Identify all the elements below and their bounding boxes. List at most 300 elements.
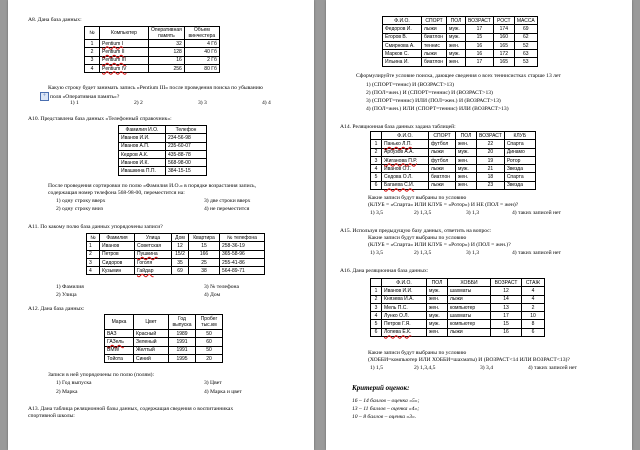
table-header-row bbox=[87, 234, 265, 242]
table-header-cell: Компьютер bbox=[100, 27, 149, 40]
table-cell: 4 bbox=[371, 312, 382, 320]
table-cell: Марков С. bbox=[383, 50, 422, 58]
table-row bbox=[85, 64, 220, 72]
table-cell: 10 bbox=[522, 312, 545, 320]
table-cell: 4 bbox=[85, 64, 100, 72]
table-cell: Ильина И. bbox=[383, 58, 422, 66]
table-cell: 1 bbox=[85, 40, 100, 48]
table-a16 bbox=[370, 278, 545, 337]
option[interactable]: 1) 1 bbox=[70, 100, 79, 106]
table-cell: 12 bbox=[491, 287, 522, 295]
table-cell: 166 bbox=[189, 250, 220, 258]
table-cell: 17 bbox=[491, 312, 522, 320]
table-cell: 165 bbox=[493, 41, 514, 49]
table-header-cell: № bbox=[85, 27, 100, 40]
criteria-line: 13 – 11 баллов – оценка «4»; bbox=[352, 406, 420, 412]
table-cell: 52 bbox=[514, 41, 537, 49]
table-cell: шахматы bbox=[448, 287, 491, 295]
option[interactable]: 3) № телефона bbox=[204, 284, 239, 290]
table-cell: теннис bbox=[422, 41, 447, 49]
question-a8-text-2 bbox=[40, 92, 119, 101]
document-page-left bbox=[8, 0, 314, 450]
table-cell: 69 bbox=[172, 267, 189, 275]
table-cell: Петров bbox=[100, 250, 135, 258]
table-cell: Звезда bbox=[504, 181, 535, 189]
table-cell: муж. bbox=[427, 287, 448, 295]
table-header-row bbox=[105, 315, 223, 330]
option[interactable]: 3) 1,3 bbox=[466, 210, 480, 216]
table-cell: Кузьмин bbox=[100, 267, 135, 275]
table-header-cell: Квартира bbox=[189, 234, 220, 242]
table-header-cell: ПОЛ bbox=[427, 279, 448, 287]
document-page-right bbox=[326, 0, 632, 450]
table-header-cell: Ф.И.О. bbox=[382, 279, 427, 287]
table-row bbox=[371, 295, 545, 303]
table-cell: 1995 bbox=[169, 354, 196, 362]
table-cell: 40 Гб bbox=[184, 48, 219, 56]
table-header-cell: СПОРТ bbox=[422, 17, 447, 25]
table-header-cell: Ф.И.О. bbox=[383, 17, 422, 25]
table-header-row bbox=[383, 17, 538, 25]
table-cell: Пушкина bbox=[135, 250, 172, 258]
table-row bbox=[371, 148, 536, 156]
table-cell: 1 bbox=[87, 242, 100, 250]
option[interactable]: 2) 1,3,4,5 bbox=[414, 365, 436, 371]
table-cell: 4 bbox=[522, 295, 545, 303]
table-a13 bbox=[382, 16, 538, 67]
table-a12 bbox=[104, 314, 223, 363]
table-header-row bbox=[119, 126, 207, 134]
table-cell: Pentium I bbox=[100, 40, 149, 48]
question-a13-task: Сформулируйте условие поиска, дающее сведения о всех теннисистках старше 13 лет bbox=[356, 73, 561, 79]
table-cell: жен. bbox=[447, 41, 466, 49]
table-cell: 4 bbox=[87, 267, 100, 275]
table-cell: 32 bbox=[149, 40, 185, 48]
table-cell: Спарта bbox=[504, 140, 535, 148]
table-cell: муж. bbox=[427, 320, 448, 328]
option[interactable]: 4) (ПОЛ=жен.) ИЛИ (СПОРТ=теннис) ИЛИ (ВОЗРАСТ>13) bbox=[366, 106, 509, 112]
table-row bbox=[371, 140, 536, 148]
table-cell: Егоров В. bbox=[383, 33, 422, 41]
table-cell: 1989 bbox=[169, 330, 196, 338]
option[interactable]: 2) 1,3,5 bbox=[414, 210, 432, 216]
table-cell: 1 bbox=[371, 287, 382, 295]
table-row bbox=[87, 267, 265, 275]
table-header-row bbox=[85, 27, 220, 40]
question-a15-q: Какие записи будут выбраны по условию bbox=[368, 235, 467, 241]
table-header-cell: ВОЗРАСТ bbox=[491, 279, 522, 287]
table-cell: Pentium IV bbox=[100, 64, 149, 72]
option[interactable]: 4) таких записей нет bbox=[512, 210, 561, 216]
table-row bbox=[105, 354, 223, 362]
table-cell: 2 bbox=[85, 48, 100, 56]
question-a12-title: А12. Дана база данных: bbox=[28, 306, 85, 312]
table-cell: 6 bbox=[371, 181, 382, 189]
table-cell: 16 bbox=[466, 50, 494, 58]
table-cell: 255-41-86 bbox=[220, 258, 265, 266]
table-cell: шахматы bbox=[448, 312, 491, 320]
option[interactable]: 1) 1,5 bbox=[370, 365, 384, 371]
option[interactable]: 4) не переместится bbox=[204, 206, 250, 212]
table-cell: Ивашкина П.П. bbox=[119, 167, 166, 175]
table-cell: 3 bbox=[371, 303, 382, 311]
table-cell: Динамо bbox=[504, 148, 535, 156]
table-cell: Иванов bbox=[100, 242, 135, 250]
table-header-cell: Дом bbox=[172, 234, 189, 242]
option[interactable]: 3) две строки вверх bbox=[204, 198, 251, 204]
table-row bbox=[383, 25, 538, 33]
table-row bbox=[383, 58, 538, 66]
table-row bbox=[383, 33, 538, 41]
table-cell: 14 bbox=[491, 295, 522, 303]
option[interactable]: 4) таких записей нет bbox=[512, 250, 561, 256]
table-cell: 2 bbox=[371, 295, 382, 303]
table-row bbox=[85, 40, 220, 48]
table-cell: Гоголя bbox=[135, 258, 172, 266]
table-row bbox=[87, 242, 265, 250]
table-a10 bbox=[118, 125, 207, 176]
table-cell: 15 bbox=[189, 242, 220, 250]
table-cell: Зеленый bbox=[134, 338, 169, 346]
table-cell: лыжи bbox=[429, 181, 456, 189]
question-a12-text: Записи в ней упорядочены по полю (полям): bbox=[48, 372, 155, 378]
table-cell: жен. bbox=[456, 181, 477, 189]
table-cell: 25 bbox=[189, 258, 220, 266]
table-cell: 20 bbox=[477, 148, 505, 156]
table-header-cell: Ф.И.О. bbox=[382, 132, 429, 140]
option[interactable]: 3) (СПОРТ=теннис) ИЛИ (ПОЛ=жен.) И (ВОЗРАСТ>13) bbox=[366, 98, 501, 104]
option[interactable]: 4) Марка и цвет bbox=[204, 389, 242, 395]
table-cell: 564-89-71 bbox=[220, 267, 265, 275]
table-cell: 62 bbox=[514, 33, 537, 41]
table-header-cell: Пробег тыс.км bbox=[196, 315, 223, 330]
table-cell: Иванов И.К. bbox=[119, 159, 166, 167]
table-cell: лыжи bbox=[422, 50, 447, 58]
option[interactable]: 2) 2 bbox=[134, 100, 143, 106]
table-header-row bbox=[371, 279, 545, 287]
table-cell: 50 bbox=[196, 330, 223, 338]
table-cell: 16 bbox=[149, 56, 185, 64]
table-a11 bbox=[86, 233, 265, 275]
option[interactable]: 3) Цвет bbox=[204, 380, 222, 386]
question-a11-title: А11. По какому полю база данных упорядочены записи? bbox=[28, 224, 163, 230]
option[interactable]: 1) Год выпуска bbox=[56, 380, 92, 386]
table-header-cell: Оперативная память bbox=[149, 27, 185, 40]
table-cell: 15 bbox=[491, 320, 522, 328]
table-cell: Иванов И.И. bbox=[382, 287, 427, 295]
option[interactable]: 1) одну строку вверх bbox=[56, 198, 106, 204]
table-cell: 568-98-00 bbox=[166, 159, 207, 167]
table-cell: Синий bbox=[134, 354, 169, 362]
table-cell: 23 bbox=[477, 181, 505, 189]
table-cell: 1991 bbox=[169, 346, 196, 354]
table-row bbox=[371, 312, 545, 320]
table-cell: 5 bbox=[371, 173, 382, 181]
table-row bbox=[119, 167, 207, 175]
table-row bbox=[105, 338, 223, 346]
table-cell: 3 bbox=[371, 156, 382, 164]
table-header-cell: РОСТ bbox=[493, 17, 514, 25]
table-header-cell: ПОЛ bbox=[447, 17, 466, 25]
table-cell: Гайдар bbox=[135, 267, 172, 275]
table-cell: 19 bbox=[477, 156, 505, 164]
table-row bbox=[383, 41, 538, 49]
option[interactable]: 2) Марка bbox=[56, 389, 78, 395]
table-header-cell: Фамилия bbox=[100, 234, 135, 242]
table-cell: муж. bbox=[447, 33, 466, 41]
table-cell: 18 bbox=[477, 173, 505, 181]
table-cell: Мель П.С. bbox=[382, 303, 427, 311]
criteria-line: 10 – 8 баллов – оценка «3». bbox=[352, 414, 417, 420]
table-cell: 4 bbox=[371, 165, 382, 173]
table-row bbox=[85, 56, 220, 64]
table-header-cell: № bbox=[87, 234, 100, 242]
question-a16-cond: (ХОББИ=компьютер ИЛИ ХОББИ=шахматы) И (ВОЗРАСТ<14 ИЛИ ВОЗРАСТ<13)? bbox=[368, 357, 570, 363]
table-cell: Спарта bbox=[504, 173, 535, 181]
table-cell: футбол bbox=[429, 140, 456, 148]
table-row bbox=[119, 150, 207, 158]
table-cell: футбол bbox=[429, 156, 456, 164]
table-cell: 4 Гб bbox=[184, 40, 219, 48]
table-cell: 2 bbox=[371, 148, 382, 156]
table-cell: 21 bbox=[477, 165, 505, 173]
table-cell: 5 bbox=[371, 320, 382, 328]
table-row bbox=[371, 320, 545, 328]
anchor-icon[interactable]: + bbox=[40, 92, 49, 101]
table-header-cell: № телефона bbox=[220, 234, 265, 242]
table-cell: 12 bbox=[172, 242, 189, 250]
table-cell: 53 bbox=[514, 58, 537, 66]
question-a13-text-2: спортивной школы: bbox=[28, 413, 75, 419]
table-cell: муж. bbox=[447, 25, 466, 33]
table-header-cell: Год выпуска bbox=[169, 315, 196, 330]
table-header-cell: ПОЛ bbox=[456, 132, 477, 140]
table-row bbox=[371, 287, 545, 295]
table-cell: 17 bbox=[466, 58, 494, 66]
question-a8-text: Какую строку будет занимать запись «Pentium III» после проведения поиска по убыванию bbox=[48, 85, 263, 91]
question-a10-title: А10. Представлена база данных «Телефонный справочник»: bbox=[28, 116, 172, 122]
table-header-cell bbox=[371, 279, 382, 287]
table-header-cell bbox=[371, 132, 382, 140]
table-cell: 256 bbox=[149, 64, 185, 72]
table-cell: 365-58-96 bbox=[220, 250, 265, 258]
table-cell: 63 bbox=[514, 50, 537, 58]
table-cell: жен. bbox=[427, 295, 448, 303]
table-row bbox=[371, 165, 536, 173]
table-cell: ГАЗель bbox=[105, 338, 134, 346]
table-row bbox=[119, 134, 207, 142]
question-a14-title: А14. Реляционная база данных задана таблицей: bbox=[340, 124, 456, 130]
table-cell: 235-60-07 bbox=[166, 142, 207, 150]
table-cell: жен. bbox=[456, 156, 477, 164]
table-cell: 8 bbox=[522, 320, 545, 328]
table-cell: муж. bbox=[456, 165, 477, 173]
table-header-cell: Телефон bbox=[166, 126, 207, 134]
table-a14 bbox=[370, 131, 536, 190]
question-a10-text-2: содержащая номер телефона 568-98-00, переместится на: bbox=[48, 190, 185, 196]
table-header-cell: ВОЗРАСТ bbox=[466, 17, 494, 25]
table-cell: 2 Гб bbox=[184, 56, 219, 64]
table-header-cell: Фамилия И.О. bbox=[119, 126, 166, 134]
table-row bbox=[371, 156, 536, 164]
table-cell: 16 bbox=[491, 328, 522, 336]
table-cell: 6 bbox=[371, 328, 382, 336]
table-cell: Иванов И.И. bbox=[119, 134, 166, 142]
table-cell: Кедров А.К. bbox=[119, 150, 166, 158]
table-header-cell: СТАЖ bbox=[522, 279, 545, 287]
table-cell: 15 bbox=[466, 33, 494, 41]
table-cell: 35 bbox=[172, 258, 189, 266]
table-cell: 165 bbox=[493, 58, 514, 66]
table-cell: 80 Гб bbox=[184, 64, 219, 72]
table-cell: 16 bbox=[466, 41, 494, 49]
table-cell: 20 bbox=[196, 354, 223, 362]
table-header-cell: Цвет bbox=[134, 315, 169, 330]
table-cell: 2 bbox=[87, 250, 100, 258]
option[interactable]: 3) 3,4 bbox=[480, 365, 494, 371]
table-cell: 4 bbox=[522, 287, 545, 295]
table-cell: биатлон bbox=[422, 58, 447, 66]
table-row bbox=[371, 181, 536, 189]
table-cell: Арбузов А.А. bbox=[382, 148, 429, 156]
table-cell: 15/2 bbox=[172, 250, 189, 258]
option[interactable]: 1) Фамилия bbox=[56, 284, 84, 290]
table-cell: 50 bbox=[196, 346, 223, 354]
table-cell: лыжи bbox=[448, 328, 491, 336]
table-cell: компьютер bbox=[448, 320, 491, 328]
table-cell: 3 bbox=[87, 258, 100, 266]
table-cell: жен. bbox=[456, 173, 477, 181]
table-row bbox=[119, 142, 207, 150]
table-cell: 435-88-78 bbox=[166, 150, 207, 158]
table-cell: биатлон bbox=[422, 33, 447, 41]
table-cell: 60 bbox=[196, 338, 223, 346]
table-cell: муж. bbox=[427, 312, 448, 320]
table-cell: 258-36-19 bbox=[220, 242, 265, 250]
table-cell: 2 bbox=[522, 303, 545, 311]
table-cell: Советская bbox=[135, 242, 172, 250]
table-row bbox=[371, 328, 545, 336]
table-header-cell: Марка bbox=[105, 315, 134, 330]
table-row bbox=[85, 48, 220, 56]
table-a8 bbox=[84, 26, 220, 73]
table-cell: компьютер bbox=[448, 303, 491, 311]
criteria-title: Критерий оценок: bbox=[352, 384, 410, 392]
table-cell: 172 bbox=[493, 50, 514, 58]
table-cell: лыжи bbox=[429, 148, 456, 156]
table-cell: Панько Л.П. bbox=[382, 140, 429, 148]
table-cell: жен. bbox=[427, 328, 448, 336]
table-cell: жен. bbox=[427, 303, 448, 311]
table-cell: Жиганова П.Р. bbox=[382, 156, 429, 164]
table-cell: 69 bbox=[514, 25, 537, 33]
table-cell: 22 bbox=[477, 140, 505, 148]
table-cell: Лопева Е.К. bbox=[382, 328, 427, 336]
question-a15-cond: (КЛУБ = «Спарта» ИЛИ КЛУБ = «Ротор») И (ПОЛ = жен.)? bbox=[368, 242, 511, 248]
table-cell: Тойота bbox=[105, 354, 134, 362]
table-cell: Звезда bbox=[504, 165, 535, 173]
table-cell: 17 bbox=[466, 25, 494, 33]
table-cell: 174 bbox=[493, 25, 514, 33]
option[interactable]: 2) одну строку вниз bbox=[56, 206, 103, 212]
table-cell: Петров Г.Я. bbox=[382, 320, 427, 328]
table-header-cell: КЛУБ bbox=[504, 132, 535, 140]
table-cell: Желтый bbox=[134, 346, 169, 354]
question-a8-title: А8. Дана база данных: bbox=[28, 17, 82, 23]
criteria-line: 16 – 14 баллов – оценка «5»; bbox=[352, 398, 420, 404]
question-a14-q: Какие записи будут выбраны по условию bbox=[368, 195, 467, 201]
table-cell: 38 bbox=[189, 267, 220, 275]
table-header-row bbox=[371, 132, 536, 140]
table-row bbox=[119, 159, 207, 167]
question-a14-cond: (КЛУБ = «Спарта» ИЛИ КЛУБ = «Ротор») И НЕ (ПОЛ = жен)? bbox=[368, 202, 519, 208]
table-cell: лыжи bbox=[422, 25, 447, 33]
table-row bbox=[371, 303, 545, 311]
table-cell: Иванов А.П. bbox=[119, 142, 166, 150]
table-cell: Князева И.А. bbox=[382, 295, 427, 303]
option[interactable]: 1) 3,5 bbox=[370, 210, 384, 216]
option[interactable]: 2) 1,3,5 bbox=[414, 250, 432, 256]
question-a8-text-2-label: поля «Оперативная память»? bbox=[50, 93, 120, 100]
option[interactable]: 1) (СПОРТ=тенис) И (ВОЗРАСТ>13) bbox=[366, 82, 454, 88]
table-cell: биатлон bbox=[429, 173, 456, 181]
table-cell: Смирнова А. bbox=[383, 41, 422, 49]
table-cell: Седова О.Л. bbox=[382, 173, 429, 181]
table-header-cell: СПОРТ bbox=[429, 132, 456, 140]
option[interactable]: 4) Дом bbox=[204, 292, 221, 298]
option[interactable]: 2) (ПОЛ=жен.) И (СПОРТ=теннис) И (ВОЗРАСТ>13) bbox=[366, 90, 493, 96]
table-cell: 6 bbox=[522, 328, 545, 336]
table-header-cell: ВОЗРАСТ bbox=[477, 132, 505, 140]
table-cell: 1991 bbox=[169, 338, 196, 346]
option[interactable]: 2) Улица bbox=[56, 292, 77, 298]
table-cell: 160 bbox=[493, 33, 514, 41]
question-a13-text: А13. Дана таблица реляционной базы данных, содержащая сведения о воспитанниках bbox=[28, 406, 234, 412]
table-cell: BMW bbox=[105, 346, 134, 354]
table-cell: жен. bbox=[456, 140, 477, 148]
table-cell: Иванов О.Г. bbox=[382, 165, 429, 173]
option[interactable]: 4) таких записей нет bbox=[528, 365, 577, 371]
table-cell: жен. bbox=[447, 58, 466, 66]
table-row bbox=[87, 250, 265, 258]
table-cell: 3 bbox=[85, 56, 100, 64]
question-a16-title: А16. Дана реляционная база данных: bbox=[340, 268, 429, 274]
table-cell: Федоров И. bbox=[383, 25, 422, 33]
table-cell: Багаева С.И. bbox=[382, 181, 429, 189]
table-header-cell: Улица bbox=[135, 234, 172, 242]
table-cell: Лунко О.Л. bbox=[382, 312, 427, 320]
option[interactable]: 3) 1,3 bbox=[466, 250, 480, 256]
question-a10-text: После проведения сортировки по полю «Фамилия И.О.» в порядке возрастания запись, bbox=[48, 183, 257, 189]
table-cell: ВАЗ bbox=[105, 330, 134, 338]
table-cell: 234-56-98 bbox=[166, 134, 207, 142]
table-cell: лыжи bbox=[429, 165, 456, 173]
table-header-cell: МАССА bbox=[514, 17, 537, 25]
table-row bbox=[383, 50, 538, 58]
table-cell: 1 bbox=[371, 140, 382, 148]
option[interactable]: 3) 3 bbox=[198, 100, 207, 106]
table-row bbox=[87, 258, 265, 266]
table-row bbox=[105, 330, 223, 338]
table-row bbox=[371, 173, 536, 181]
option[interactable]: 1) 3,5 bbox=[370, 250, 384, 256]
question-a15-title: А15. Используя предыдущую базу данных, ответить на вопрос: bbox=[340, 228, 492, 234]
table-cell: Красный bbox=[134, 330, 169, 338]
table-cell: 384-15-15 bbox=[166, 167, 207, 175]
table-cell: Ротор bbox=[504, 156, 535, 164]
question-a16-q: Какие записи будут выбраны по условию bbox=[368, 350, 467, 356]
option[interactable]: 4) 4 bbox=[262, 100, 271, 106]
